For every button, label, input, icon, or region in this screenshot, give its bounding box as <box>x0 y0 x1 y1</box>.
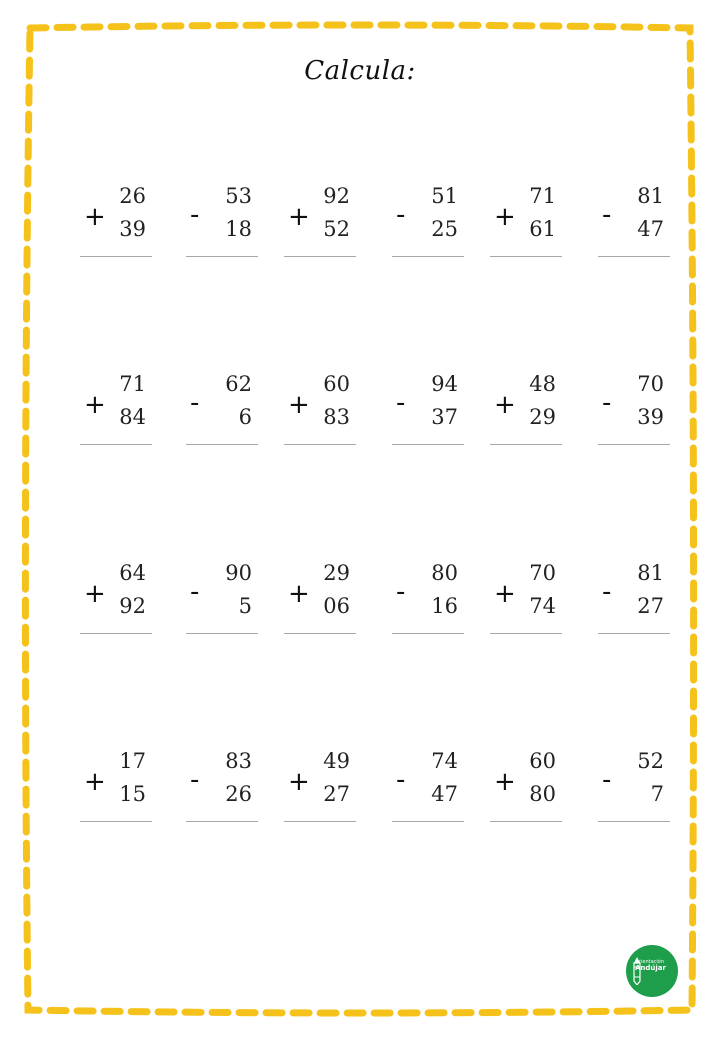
answer-line <box>284 444 356 445</box>
top-number: 80 <box>431 561 458 585</box>
plus-sign: + <box>288 202 310 232</box>
answer-line <box>598 633 670 634</box>
bottom-number: 92 <box>119 594 146 618</box>
minus-sign: - <box>190 577 200 607</box>
arithmetic-problem <box>190 561 252 641</box>
minus-sign: - <box>190 200 200 230</box>
bottom-number: 7 <box>650 782 664 806</box>
top-number: 60 <box>529 749 556 773</box>
answer-line <box>80 821 152 822</box>
top-number: 26 <box>119 184 146 208</box>
bottom-number: 80 <box>529 782 556 806</box>
bottom-number: 15 <box>119 782 146 806</box>
bottom-number: 83 <box>323 405 350 429</box>
minus-sign: - <box>602 577 612 607</box>
answer-line <box>186 256 258 257</box>
answer-line <box>392 633 464 634</box>
minus-sign: - <box>190 765 200 795</box>
arithmetic-problem <box>602 372 664 452</box>
arithmetic-problem <box>84 749 146 829</box>
minus-sign: - <box>190 388 200 418</box>
arithmetic-problem <box>602 749 664 829</box>
bottom-number: 06 <box>323 594 350 618</box>
top-number: 52 <box>637 749 664 773</box>
bottom-number: 27 <box>323 782 350 806</box>
bottom-number: 5 <box>238 594 252 618</box>
top-number: 49 <box>323 749 350 773</box>
bottom-number: 47 <box>637 217 664 241</box>
arithmetic-problem <box>288 184 350 264</box>
bottom-number: 37 <box>431 405 458 429</box>
answer-line <box>392 444 464 445</box>
logo-line-2: Andújar <box>635 964 666 972</box>
arithmetic-problem <box>190 749 252 829</box>
answer-line <box>490 256 562 257</box>
arithmetic-problem <box>288 372 350 452</box>
plus-sign: + <box>288 767 310 797</box>
top-number: 92 <box>323 184 350 208</box>
logo-text <box>635 959 675 971</box>
answer-line <box>186 821 258 822</box>
bottom-number: 29 <box>529 405 556 429</box>
top-number: 94 <box>431 372 458 396</box>
bottom-number: 47 <box>431 782 458 806</box>
top-number: 70 <box>637 372 664 396</box>
answer-line <box>80 256 152 257</box>
arithmetic-problem <box>396 561 458 641</box>
arithmetic-problem <box>190 184 252 264</box>
plus-sign: + <box>494 390 516 420</box>
top-number: 64 <box>119 561 146 585</box>
bottom-number: 25 <box>431 217 458 241</box>
logo-line-1: Orientación <box>635 959 665 965</box>
top-number: 81 <box>637 184 664 208</box>
arithmetic-problem <box>288 561 350 641</box>
arithmetic-problem <box>602 184 664 264</box>
answer-line <box>598 444 670 445</box>
arithmetic-problem <box>288 749 350 829</box>
arithmetic-problem <box>84 561 146 641</box>
bottom-number: 74 <box>529 594 556 618</box>
orientacion-andujar-logo <box>626 945 678 997</box>
bottom-number: 39 <box>637 405 664 429</box>
answer-line <box>80 633 152 634</box>
arithmetic-problem <box>602 561 664 641</box>
answer-line <box>284 256 356 257</box>
minus-sign: - <box>396 577 406 607</box>
arithmetic-problem <box>494 561 556 641</box>
top-number: 60 <box>323 372 350 396</box>
answer-line <box>490 633 562 634</box>
answer-line <box>598 256 670 257</box>
top-number: 90 <box>225 561 252 585</box>
plus-sign: + <box>84 390 106 420</box>
answer-line <box>80 444 152 445</box>
top-number: 74 <box>431 749 458 773</box>
arithmetic-problem <box>396 372 458 452</box>
bottom-number: 52 <box>323 217 350 241</box>
minus-sign: - <box>602 200 612 230</box>
answer-line <box>392 256 464 257</box>
top-number: 62 <box>225 372 252 396</box>
plus-sign: + <box>494 202 516 232</box>
answer-line <box>598 821 670 822</box>
bottom-number: 27 <box>637 594 664 618</box>
arithmetic-problem <box>84 184 146 264</box>
top-number: 48 <box>529 372 556 396</box>
bottom-number: 39 <box>119 217 146 241</box>
minus-sign: - <box>602 388 612 418</box>
plus-sign: + <box>84 202 106 232</box>
top-number: 71 <box>529 184 556 208</box>
minus-sign: - <box>602 765 612 795</box>
answer-line <box>186 444 258 445</box>
arithmetic-problem <box>396 749 458 829</box>
answer-line <box>490 821 562 822</box>
top-number: 71 <box>119 372 146 396</box>
top-number: 83 <box>225 749 252 773</box>
bottom-number: 26 <box>225 782 252 806</box>
plus-sign: + <box>288 390 310 420</box>
plus-sign: + <box>288 579 310 609</box>
arithmetic-problem <box>494 372 556 452</box>
minus-sign: - <box>396 388 406 418</box>
top-number: 70 <box>529 561 556 585</box>
answer-line <box>284 821 356 822</box>
plus-sign: + <box>84 579 106 609</box>
bottom-number: 61 <box>529 217 556 241</box>
plus-sign: + <box>494 579 516 609</box>
bottom-number: 16 <box>431 594 458 618</box>
top-number: 29 <box>323 561 350 585</box>
answer-line <box>392 821 464 822</box>
plus-sign: + <box>84 767 106 797</box>
bottom-number: 18 <box>225 217 252 241</box>
page-title: Calcula: <box>304 56 416 86</box>
minus-sign: - <box>396 765 406 795</box>
answer-line <box>186 633 258 634</box>
arithmetic-problem <box>396 184 458 264</box>
arithmetic-problem <box>494 184 556 264</box>
answer-line <box>284 633 356 634</box>
plus-sign: + <box>494 767 516 797</box>
top-number: 51 <box>431 184 458 208</box>
bottom-number: 6 <box>238 405 252 429</box>
answer-line <box>490 444 562 445</box>
minus-sign: - <box>396 200 406 230</box>
arithmetic-problem <box>494 749 556 829</box>
arithmetic-problem <box>190 372 252 452</box>
bottom-number: 84 <box>119 405 146 429</box>
top-number: 53 <box>225 184 252 208</box>
top-number: 81 <box>637 561 664 585</box>
arithmetic-problem <box>84 372 146 452</box>
top-number: 17 <box>119 749 146 773</box>
